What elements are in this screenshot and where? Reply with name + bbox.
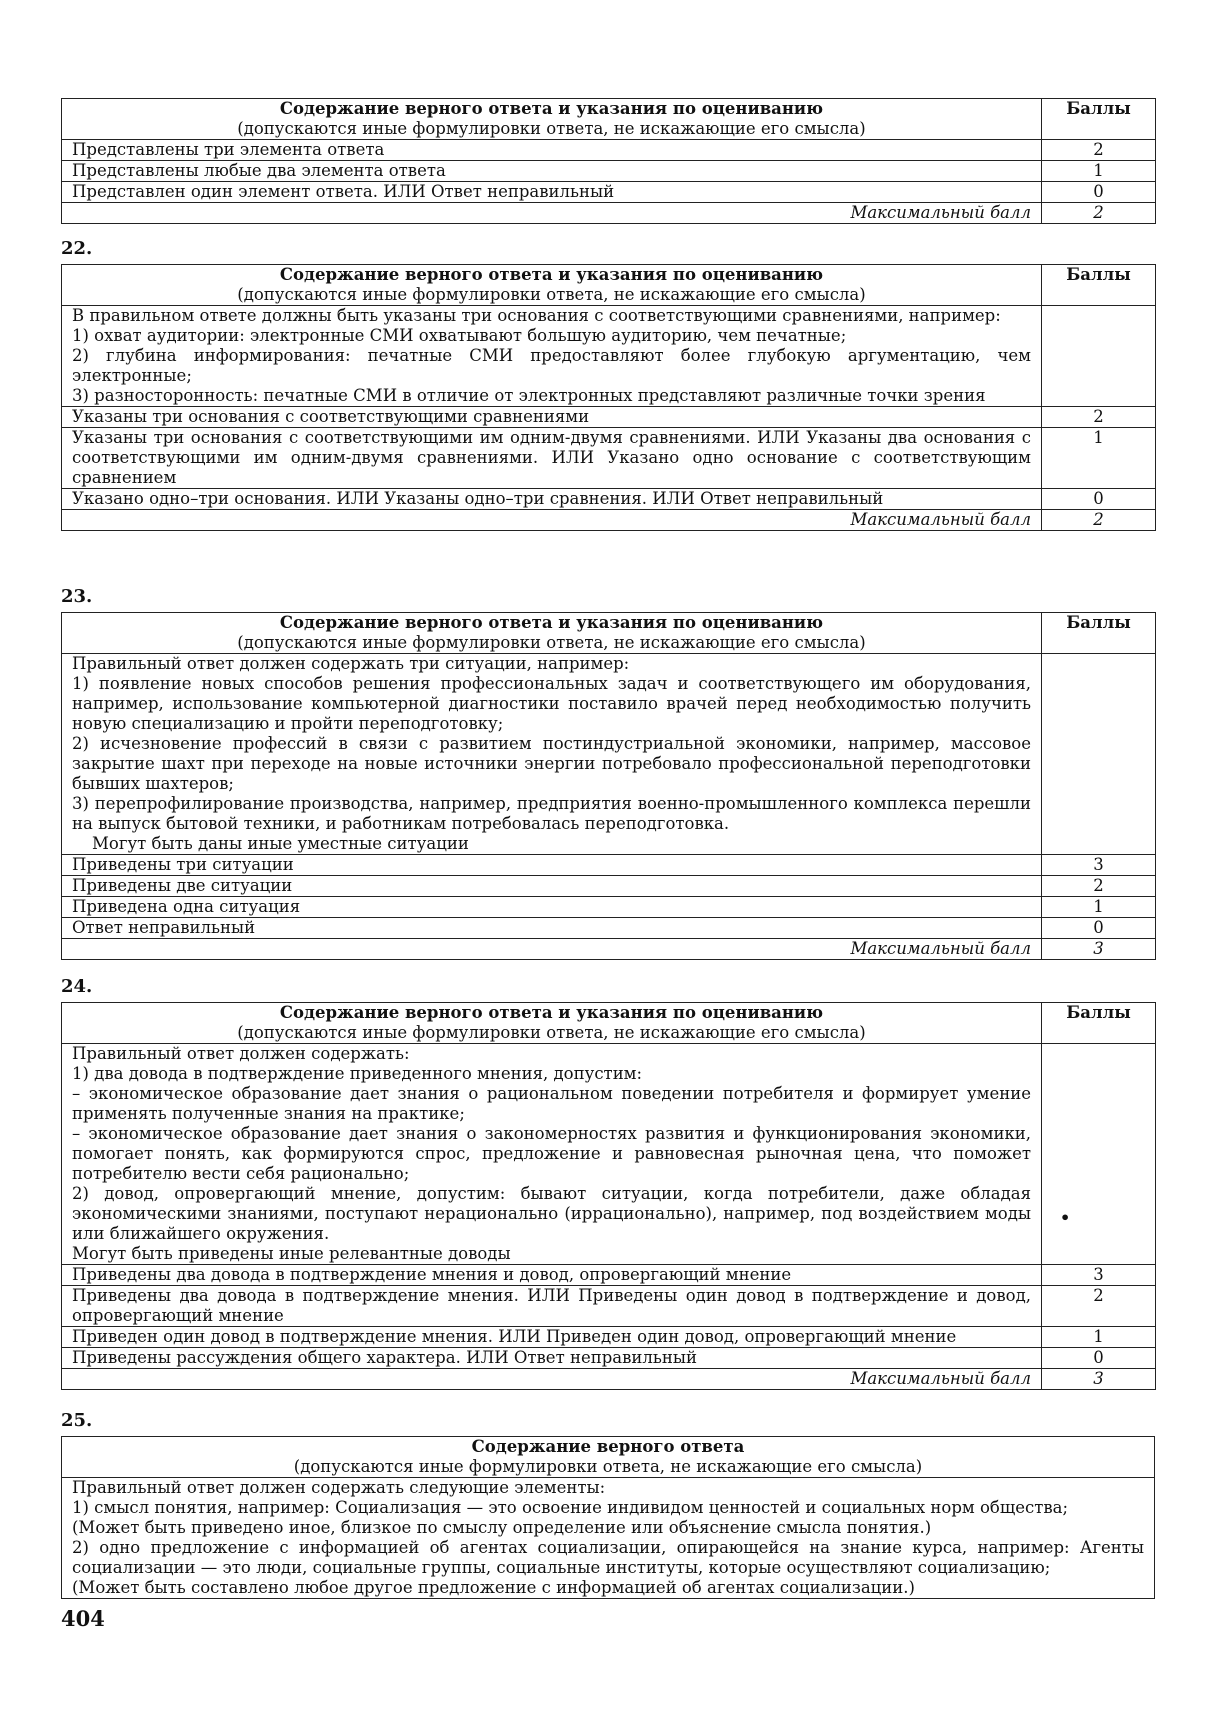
answer-content: Правильный ответ должен содержать три ситуации, например: 1) появление новых способов решения профессиональных задач и соответствующего им оборудования, например, использование компьютерной диагностики поставило врачей перед необходимостью получить новую специализацию и пройти переподготовку; 2) исчезновение профессий в связи с развитием постиндустриальной экономики, например, массовое закрытие шахт при переходе на новые источники энергии потребовало профессиональной переподготовки бывших шахтеров; 3) перепрофилирование производства, например, предприятия военно-промышленного комплекса перешли на выпуск бытовой техники, и работникам потребовалась переподготовка. Могут быть даны иные уместные ситуации (62, 654, 1042, 855)
criterion-points: 3 (1042, 855, 1156, 876)
points-header: Баллы (1042, 613, 1156, 654)
criterion-text: Приведены три ситуации (62, 855, 1042, 876)
grading-table-22 (61, 264, 1156, 531)
criterion-points: 2 (1042, 407, 1156, 428)
question-number-24: 24. (61, 976, 93, 997)
criterion-points: 0 (1042, 489, 1156, 510)
table-header: Содержание верного ответа и указания по оцениванию (допускаются иные формулировки ответа, не искажающие его смысла) (62, 99, 1042, 140)
max-score-label: Максимальный балл (62, 939, 1042, 960)
criterion-text: Представлены три элемента ответа (62, 140, 1042, 161)
max-score-value: 2 (1042, 510, 1156, 531)
max-score-label: Максимальный балл (62, 1369, 1042, 1390)
grading-table-23 (61, 612, 1156, 960)
grading-table-24 (61, 1002, 1156, 1390)
points-header: Баллы (1042, 1003, 1156, 1044)
criterion-text: Приведены две ситуации (62, 876, 1042, 897)
table-header: Содержание верного ответа и указания по оцениванию (допускаются иные формулировки ответа, не искажающие его смысла) (62, 265, 1042, 306)
table-header: Содержание верного ответа и указания по оцениванию (допускаются иные формулировки ответа, не искажающие его смысла) (62, 613, 1042, 654)
criterion-points: 2 (1042, 876, 1156, 897)
criterion-text: Указаны три основания с соответствующими сравнениями (62, 407, 1042, 428)
grading-table-21 (61, 98, 1156, 224)
points-header: Баллы (1042, 99, 1156, 140)
answer-content: В правильном ответе должны быть указаны три основания с соответствующими сравнениями, например: 1) охват аудитории: электронные СМИ охватывают большую аудиторию, чем печатные; 2) глубина информирования: печатные СМИ предоставляют более глубокую аргументацию, чем электронные; 3) разносторонность: печатные СМИ в отличие от электронных представляют различные точки зрения (62, 306, 1042, 407)
question-number-23: 23. (61, 586, 93, 607)
answer-content: Правильный ответ должен содержать следующие элементы: 1) смысл понятия, например: Социализация — это освоение индивидом ценностей и социальных норм общества; (Может быть приведено иное, близкое по смыслу определение или объяснение смысла понятия.) 2) одно предложение с информацией об агентах социализации, опирающейся на знание курса, например: Агенты социализации — это люди, социальные группы, социальные институты, которые осуществляют социализацию; (Может быть составлено любое другое предложение с информацией об агентах социализации.) (62, 1478, 1155, 1599)
grading-table-25 (61, 1436, 1155, 1599)
criterion-points: 2 (1042, 140, 1156, 161)
criterion-points: 1 (1042, 428, 1156, 489)
criterion-text: Приведена одна ситуация (62, 897, 1042, 918)
max-score-value: 2 (1042, 203, 1156, 224)
criterion-text: Приведены рассуждения общего характера. ИЛИ Ответ неправильный (62, 1348, 1042, 1369)
criterion-text: Указано одно–три основания. ИЛИ Указаны одно–три сравнения. ИЛИ Ответ неправильный (62, 489, 1042, 510)
criterion-text: Представлен один элемент ответа. ИЛИ Ответ неправильный (62, 182, 1042, 203)
question-number-25: 25. (61, 1410, 93, 1431)
max-score-value: 3 (1042, 1369, 1156, 1390)
criterion-points: 1 (1042, 161, 1156, 182)
criterion-text: Ответ неправильный (62, 918, 1042, 939)
stray-mark: • (1060, 1208, 1071, 1227)
criterion-text: Приведены два довода в подтверждение мнения и довод, опровергающий мнение (62, 1265, 1042, 1286)
answer-content: Правильный ответ должен содержать: 1) два довода в подтверждение приведенного мнения, допустим: – экономическое образование дает знания о рациональном поведении потребителя и формирует умение применять полученные знания на практике; – экономическое образование дает знания о закономерностях развития и функционирования экономики, помогает понять, как формируются спрос, предложение и равновесная рыночная цена, что поможет потребителю вести себя рационально; 2) довод, опровергающий мнение, допустим: бывают ситуации, когда потребители, даже обладая экономическими знаниями, поступают нерационально (иррационально), например, под воздействием моды или ближайшего окружения. Могут быть приведены иные релевантные доводы (62, 1044, 1042, 1265)
criterion-points: 1 (1042, 897, 1156, 918)
criterion-points: 3 (1042, 1265, 1156, 1286)
table-header: Содержание верного ответа (допускаются иные формулировки ответа, не искажающие его смысла) (62, 1437, 1155, 1478)
points-header: Баллы (1042, 265, 1156, 306)
criterion-text: Представлены любые два элемента ответа (62, 161, 1042, 182)
criterion-points: 0 (1042, 918, 1156, 939)
table-header: Содержание верного ответа и указания по оцениванию (допускаются иные формулировки ответа, не искажающие его смысла) (62, 1003, 1042, 1044)
criterion-points: 0 (1042, 182, 1156, 203)
criterion-text: Приведен один довод в подтверждение мнения. ИЛИ Приведен один довод, опровергающий мнение (62, 1327, 1042, 1348)
page-number: 404 (61, 1606, 105, 1631)
max-score-label: Максимальный балл (62, 510, 1042, 531)
question-number-22: 22. (61, 238, 93, 259)
max-score-value: 3 (1042, 939, 1156, 960)
criterion-points: 0 (1042, 1348, 1156, 1369)
max-score-label: Максимальный балл (62, 203, 1042, 224)
criterion-text: Указаны три основания с соответствующими им одним-двумя сравнениями. ИЛИ Указаны два основания с соответствующими им одним-двумя сравнениями. ИЛИ Указано одно основание с соответствующим сравнением (62, 428, 1042, 489)
criterion-text: Приведены два довода в подтверждение мнения. ИЛИ Приведены один довод в подтверждение и довод, опровергающий мнение (62, 1286, 1042, 1327)
criterion-points: 1 (1042, 1327, 1156, 1348)
criterion-points: 2 (1042, 1286, 1156, 1327)
